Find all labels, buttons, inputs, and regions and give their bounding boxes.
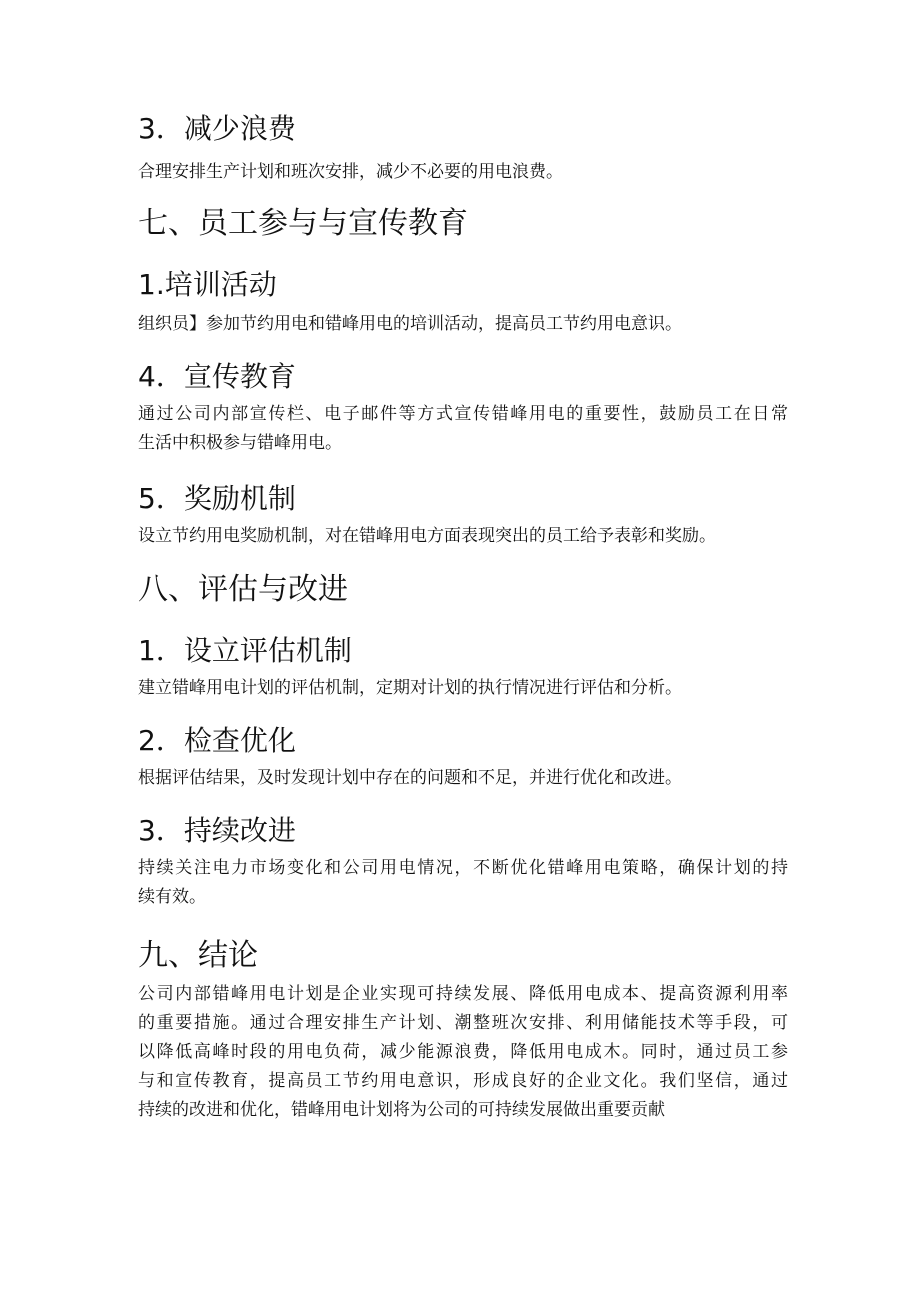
heading-continuous-improve: 3．持续改进 bbox=[138, 814, 296, 847]
section-heading bbox=[138, 938, 788, 974]
paragraph-line: 与和宣传教育，提高员工节约用电意识，形成良好的企业文化。我们坚信，通过 bbox=[138, 1071, 788, 1091]
paragraph bbox=[138, 980, 788, 1125]
heading-section-9: 九、结论 bbox=[138, 938, 258, 973]
paragraph-reduce-waste bbox=[138, 158, 788, 187]
subsection-heading bbox=[138, 268, 788, 302]
paragraph-line: 组织员】参加节约用电和错峰用电的培训活动，提高员工节约用电意识。 bbox=[138, 314, 682, 334]
heading-training: 1.培训活动 bbox=[138, 268, 277, 301]
subsection-heading bbox=[138, 112, 788, 146]
heading-check-optimize: 2．检查优化 bbox=[138, 724, 296, 757]
paragraph-reward bbox=[138, 522, 788, 551]
subsection-heading bbox=[138, 634, 788, 668]
paragraph bbox=[138, 310, 788, 339]
paragraph-evaluation bbox=[138, 674, 788, 703]
paragraph bbox=[138, 522, 788, 551]
paragraph-line: 续有效。 bbox=[138, 887, 206, 907]
paragraph-line: 设立节约用电奖励机制，对在错峰用电方面表现突出的员工给予表彰和奖励。 bbox=[138, 526, 716, 546]
paragraph-line: 以降低高峰时段的用电负荷，减少能源浪费，降低用电成木。同时，通过员工参 bbox=[138, 1042, 788, 1062]
paragraph bbox=[138, 674, 788, 703]
paragraph-line: 公司内部错峰用电计划是企业实现可持续发展、降低用电成本、提高资源利用率 bbox=[138, 984, 788, 1004]
paragraph bbox=[138, 400, 788, 458]
paragraph-check-optimize bbox=[138, 764, 788, 793]
paragraph-line: 建立错峰用电计划的评估机制，定期对计划的执行情况进行评估和分析。 bbox=[138, 678, 682, 698]
paragraph-continuous-improve bbox=[138, 854, 788, 912]
subsection-heading bbox=[138, 814, 788, 848]
section-heading bbox=[138, 206, 788, 242]
subsection-heading bbox=[138, 360, 788, 394]
paragraph-line: 合理安排生产计划和班次安排，减少不必要的用电浪费。 bbox=[138, 162, 563, 182]
heading-section-8: 八、评估与改进 bbox=[138, 572, 348, 607]
paragraph-line: 持续的改进和优化，错峰用电计划将为公司的可持续发展做出重要贡献 bbox=[138, 1100, 665, 1120]
paragraph-publicity bbox=[138, 400, 788, 458]
paragraph-line: 生活中积极参与错峰用电。 bbox=[138, 433, 342, 453]
paragraph-line: 通过公司内部宣传栏、电子邮件等方式宣传错峰用电的重要性，鼓励员工在日常 bbox=[138, 404, 788, 424]
paragraph-line: 根据评估结果，及时发现计划中存在的问题和不足，并进行优化和改进。 bbox=[138, 768, 682, 788]
subsection-heading bbox=[138, 724, 788, 758]
paragraph bbox=[138, 764, 788, 793]
heading-reduce-waste: 3．减少浪费 bbox=[138, 112, 296, 145]
paragraph-conclusion bbox=[138, 980, 788, 1125]
heading-section-7: 七、员工参与与宣传教育 bbox=[138, 206, 468, 241]
subsection-heading bbox=[138, 482, 788, 516]
paragraph bbox=[138, 158, 788, 187]
paragraph-line: 持续关注电力市场变化和公司用电情况，不断优化错峰用电策略，确保计划的持 bbox=[138, 858, 788, 878]
paragraph bbox=[138, 854, 788, 912]
heading-reward: 5．奖励机制 bbox=[138, 482, 296, 515]
paragraph-line: 的重要措施。通过合理安排生产计划、潮整班次安排、利用储能技术等手段，可 bbox=[138, 1013, 788, 1033]
section-heading bbox=[138, 572, 788, 608]
paragraph-training bbox=[138, 310, 788, 339]
heading-evaluation: 1．设立评估机制 bbox=[138, 634, 352, 667]
heading-publicity: 4．宣传教育 bbox=[138, 360, 296, 393]
